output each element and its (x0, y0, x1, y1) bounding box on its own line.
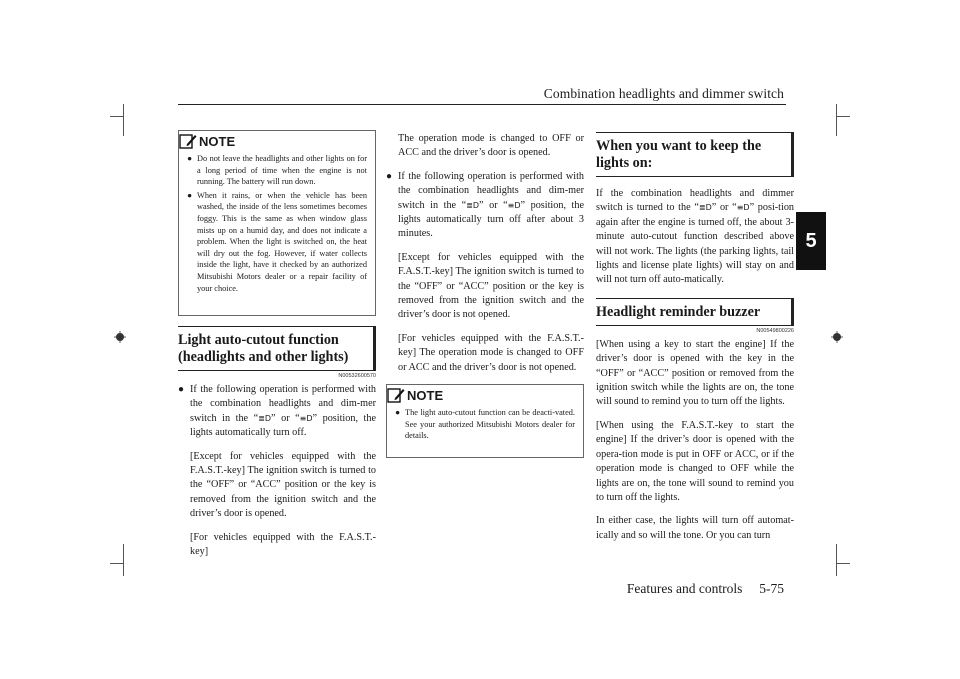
section-heading: Headlight reminder buzzer (596, 298, 794, 326)
paragraph: [Except for vehicles equipped with the F.A.S.T.-key] The ignition switch is turned to the “OFF” or “ACC” position or the key is removed from the ignition switch and the driver’s door is opened. (190, 450, 376, 520)
note-item: ● The light auto-cutout function can be deacti-vated. See your authorized Mitsubishi Motors dealer for details. (395, 408, 575, 441)
note-header (179, 129, 367, 153)
column-2 (386, 128, 584, 466)
registration-mark-icon (831, 331, 843, 343)
note-box (178, 130, 376, 316)
position-light-symbol-icon: ≡D (299, 413, 313, 423)
crop-mark (123, 104, 124, 136)
column-3 (596, 128, 794, 552)
section-heading: When you want to keep the lights on: (596, 132, 794, 177)
bullet-icon: ● (178, 384, 185, 395)
position-light-symbol-icon: ≡D (736, 203, 750, 213)
paragraph: [For vehicles equipped with the F.A.S.T.-key] The operation mode is changed to OFF or ACC and the driver’s door is not opened. (398, 332, 584, 373)
column-1 (178, 128, 376, 568)
paragraph: [For vehicles equipped with the F.A.S.T.-key] (190, 531, 376, 558)
bullet-icon: ● (386, 170, 393, 182)
section-heading: Light auto-cutout function (headlights and other lights) (178, 326, 376, 371)
paragraph: The operation mode is changed to OFF or ACC and the driver’s door is opened. (398, 133, 584, 159)
crop-mark (110, 563, 124, 564)
reference-code: N00532600570 (338, 373, 376, 379)
headlight-symbol-icon: ≣D (466, 200, 480, 210)
crop-mark (836, 104, 837, 136)
chapter-tab: 5 (796, 212, 826, 270)
note-box (386, 384, 584, 458)
note-header (387, 383, 575, 407)
bullet-icon: ● (395, 408, 401, 418)
bullet-paragraph: ● If the following operation is performed with the combination headlights and dim-mer switch in the “≣D” or “≡D” position, the lights automatically turn off after about 3 minutes. (386, 170, 584, 240)
crop-mark (836, 116, 850, 117)
note-item: ● When it rains, or when the vehicle has been washed, the inside of the lens sometimes becomes foggy. This is the same as when window glass mists up on a humid day, and does not indicate a problem. When the light is switched on, the heat will dry out the fog. However, if water collects inside the light, have it checked by an authorized Mitsubishi Motors dealer or a repair facility of your choice. (187, 190, 367, 293)
note-label: NOTE (199, 133, 236, 149)
paragraph: [When using the F.A.S.T.-key to start the engine] If the driver’s door is opened with the opera-tion mode is put in OFF or ACC, or if the operation mode is changed to OFF while the lights are on, the tone will sound to remind you to turn off the lights. (596, 419, 794, 503)
bullet-icon: ● (187, 190, 193, 200)
page-header-title: Combination headlights and dimmer switch (543, 86, 784, 101)
note-pencil-icon (179, 132, 197, 150)
note-item: ● Do not leave the headlights and other lights on for a long period of time when the engine is not running. The battery will run down. (187, 154, 367, 187)
position-light-symbol-icon: ≡D (507, 200, 521, 210)
page-footer: Features and controls 5-75 (626, 581, 784, 596)
registration-mark-icon (114, 331, 126, 343)
crop-mark (836, 544, 837, 576)
paragraph: If the combination headlights and dimmer switch is turned to the “≣D” or “≡D” posi-tion again after the engine is turned off, the about 3-minute auto-cutout function described above will not work. The lights (the parking lights, tail lights and license plate lights) will stay on and will not turn off auto-matically. (596, 188, 795, 286)
header-rule (178, 104, 786, 105)
bullet-paragraph: ● If the following operation is performed with the combination headlights and dim-mer switch in the “≣D” or “≡D” position, the lights automatically turn off. (178, 384, 376, 439)
paragraph: [When using a key to start the engine] If the driver’s door is opened with the key in the “OFF” or “ACC” position or removed from the ignition switch while the lights are on, the tone will sound to remind you to turn off the lights. (596, 338, 794, 408)
bullet-icon: ● (187, 154, 193, 163)
headlight-symbol-icon: ≣D (258, 413, 272, 423)
crop-mark (836, 563, 850, 564)
note-pencil-icon (387, 386, 405, 404)
reference-code: N00549800226 (756, 327, 794, 334)
paragraph: In either case, the lights will turn off automat-ically and so will the tone. Or you can turn (596, 515, 794, 541)
paragraph: [Except for vehicles equipped with the F.A.S.T.-key] The ignition switch is turned to the “OFF” or “ACC” position or the key is removed from the ignition switch and the driver’s door is not opened. (398, 251, 584, 321)
note-label: NOTE (407, 387, 444, 403)
crop-mark (123, 544, 124, 576)
crop-mark (110, 116, 124, 117)
headlight-symbol-icon: ≣D (698, 203, 712, 213)
